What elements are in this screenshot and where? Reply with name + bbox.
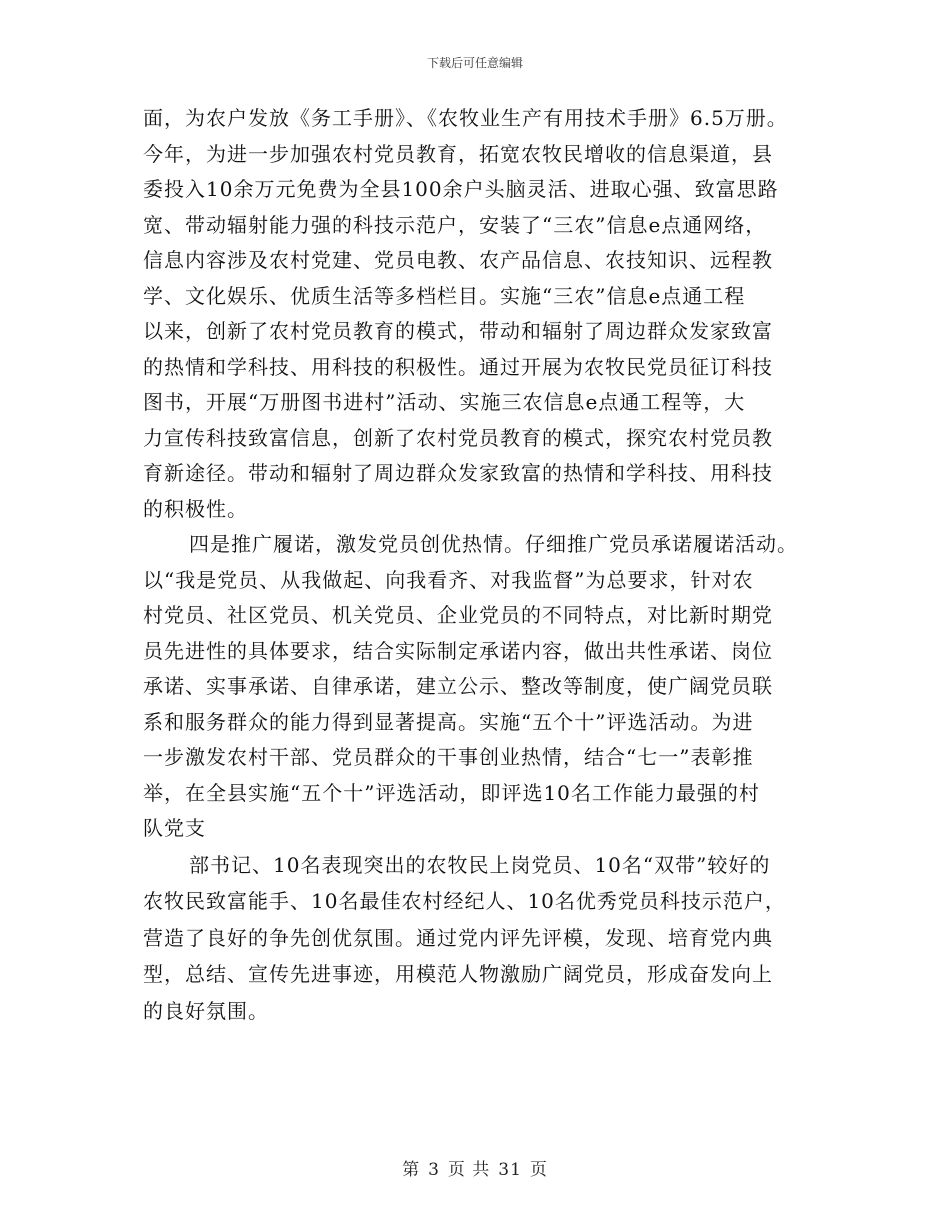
text-line: 面，为农户发放《务工手册》、《农牧业生产有用技术手册》6.5万册。	[143, 106, 788, 130]
text-line: 以来，创新了农村党员教育的模式，带动和辐射了周边群众发家致富	[143, 319, 773, 343]
text-line: 一步激发农村干部、党员群众的干事创业热情，结合“七一”表彰推	[143, 745, 754, 769]
text-line: 系和服务群众的能力得到显著提高。实施“五个十”评选活动。为进	[143, 709, 754, 734]
text-line: 学、文化娱乐、优质生活等多档栏目。实施“三农”信息e点通工程	[143, 283, 746, 308]
paragraph-2	[143, 527, 823, 847]
text-line: 村党员、社区党员、机关党员、企业党员的不同特点，对比新时期党	[143, 603, 773, 627]
text-line: 型，总结、宣传先进事迹，用模范人物激励广阔党员，形成奋发向上	[143, 962, 773, 986]
text-line: 员先进性的具体要求，结合实际制定承诺内容，做出共性承诺、岗位	[143, 638, 773, 663]
text-line: 宽、带动辐射能力强的科技示范户，安装了“三农”信息e点通网络，	[143, 212, 767, 237]
text-line: 图书，开展“万册图书进村”活动、实施三农信息e点通工程等，大	[143, 390, 746, 414]
text-line: 力宣传科技致富信息，创新了农村党员教育的模式，探究农村党员教	[143, 425, 773, 450]
footer-prefix: 第	[402, 1160, 421, 1180]
text-line-indented: 四是推广履诺，激发党员创优热情。仔细推广党员承诺履诺活动。	[189, 532, 798, 556]
text-line: 委投入10余万元免费为全县100余户头脑灵活、进取心强、致富思路	[143, 177, 779, 201]
text-line: 举，在全县实施“五个十”评选活动，即评选10名工作能力最强的村	[143, 780, 760, 805]
text-line-indented: 部书记、10名表现突出的农牧民上岗党员、10名“双带”较好的	[189, 852, 771, 877]
page-footer	[0, 1155, 950, 1180]
text-line: 的热情和学科技、用科技的积极性。通过开展为农牧民党员征订科技	[143, 354, 773, 379]
text-line: 农牧民致富能手、10名最佳农村经纪人、10名优秀党员科技示范户，	[143, 889, 786, 913]
paragraph-3	[143, 847, 823, 1030]
text-line: 营造了良好的争先创优氛围。通过党内评先评模，发现、培育党内典	[143, 925, 773, 950]
footer-total-pages: 31	[498, 1160, 522, 1180]
paragraph-1	[143, 101, 823, 527]
text-line: 的积极性。	[143, 496, 248, 521]
footer-page-number: 3	[428, 1160, 440, 1180]
text-line: 队党支	[143, 816, 206, 840]
body-text	[143, 101, 823, 1029]
footer-middle: 页 共	[447, 1160, 491, 1180]
text-line: 的良好氛围。	[143, 998, 269, 1023]
text-line: 信息内容涉及农村党建、党员电教、农产品信息、农技知识、远程教	[143, 248, 773, 272]
text-line: 承诺、实事承诺、自律承诺，建立公示、整改等制度，使广阔党员联	[143, 674, 773, 698]
page-header: 下载后可任意编辑	[426, 56, 523, 70]
text-line: 育新途径。带动和辐射了周边群众发家致富的热情和学科技、用科技	[143, 461, 773, 485]
text-line: 今年，为进一步加强农村党员教育，拓宽农牧民增收的信息渠道，县	[143, 141, 773, 166]
text-line: 以“我是党员、从我做起、向我看齐、对我监督”为总要求，针对农	[143, 567, 754, 592]
footer-suffix: 页	[529, 1160, 548, 1180]
